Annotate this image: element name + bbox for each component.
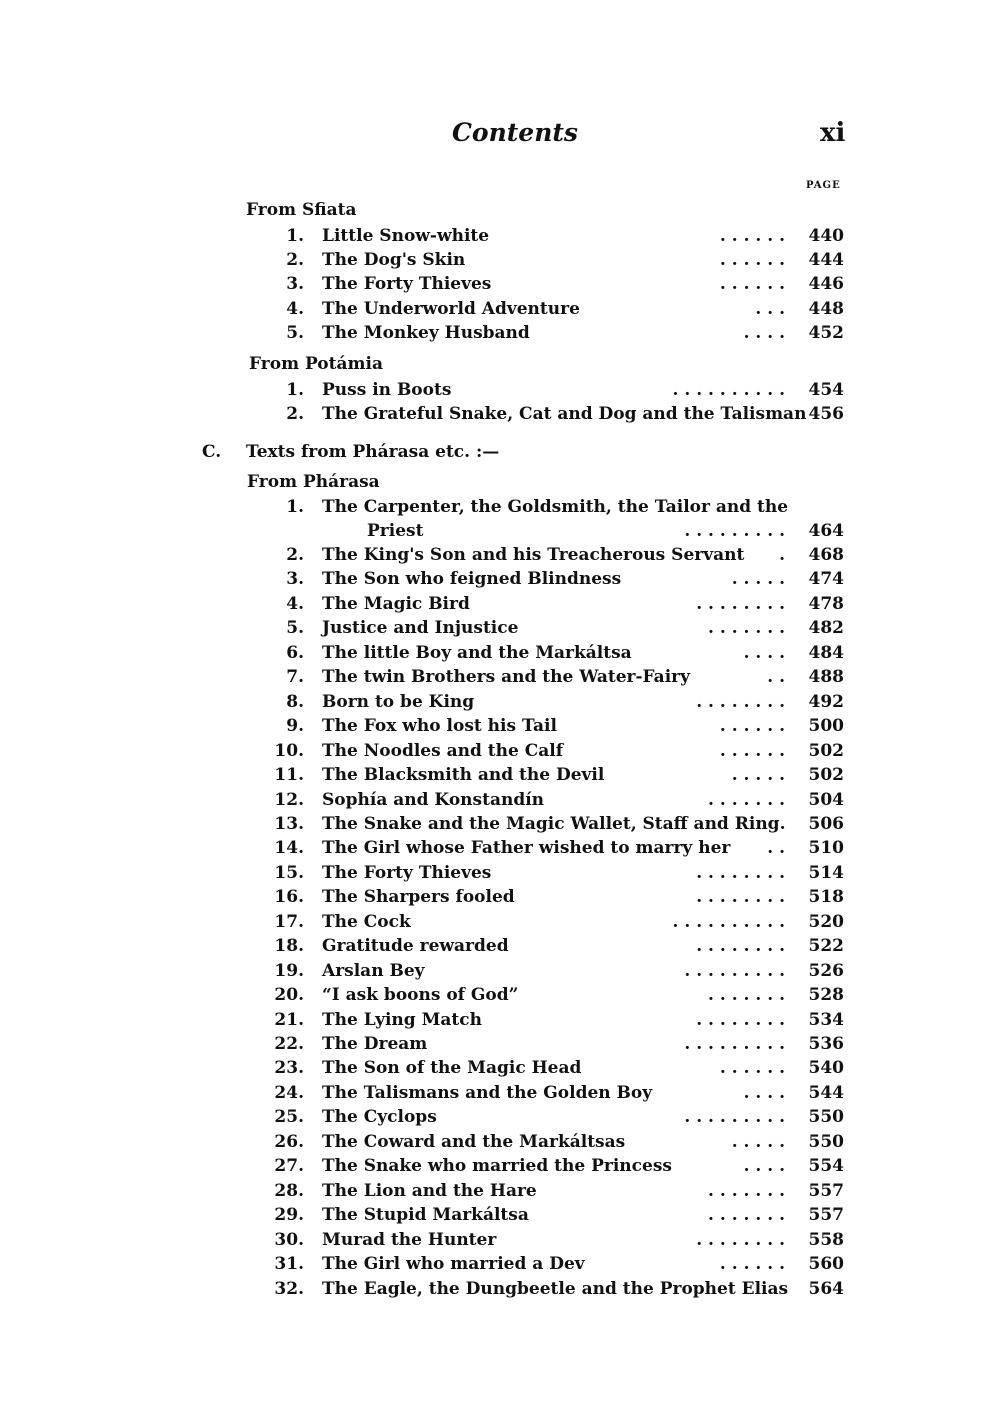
entry-page-number: 446 — [808, 274, 844, 294]
entry-title: Sophía and Konstandín — [322, 790, 545, 810]
entry-number: 14. — [274, 838, 304, 858]
leader-dots: . . . . . . . — [708, 1181, 785, 1201]
entry-number: 24. — [274, 1083, 304, 1103]
leader-dots: . . . . . . — [719, 741, 785, 761]
entry-number: 8. — [286, 692, 304, 712]
entry-title: The Cyclops — [322, 1107, 437, 1127]
entry-page-number: 554 — [808, 1156, 844, 1176]
entry-number: 16. — [274, 887, 304, 907]
entry-title: The Cock — [322, 912, 411, 932]
leader-dots: . . . . . . . . — [696, 594, 785, 614]
leader-dots: . . . . — [743, 643, 785, 663]
entry-number: 7. — [286, 667, 304, 687]
entry-title: Gratitude rewarded — [322, 936, 509, 956]
entry-number: 3. — [286, 274, 304, 294]
entry-page-number: 518 — [808, 887, 844, 907]
leader-dots: . . . . . . . . — [696, 936, 785, 956]
leader-dots: . . . . . — [731, 1132, 785, 1152]
roman-page-number: xi — [820, 118, 846, 148]
entry-number: 4. — [286, 299, 304, 319]
entry-title: The Talismans and the Golden Boy — [322, 1083, 653, 1103]
entry-page-number: 526 — [808, 961, 844, 981]
entry-number: 1. — [286, 226, 304, 246]
entry-page-number: 454 — [808, 380, 844, 400]
entry-page-number: 504 — [808, 790, 844, 810]
entry-title: The Dog's Skin — [322, 250, 466, 270]
entry-number: 31. — [274, 1254, 304, 1274]
entry-title: Puss in Boots — [322, 380, 452, 400]
entry-number: 3. — [286, 569, 304, 589]
entry-number: 5. — [286, 323, 304, 343]
entry-number: 18. — [274, 936, 304, 956]
entry-title: The Blacksmith and the Devil — [322, 765, 605, 785]
entry-title: Murad the Hunter — [322, 1230, 497, 1250]
leader-dots: . . . . . . — [719, 1058, 785, 1078]
entry-page-number: 474 — [808, 569, 844, 589]
entry-page-number: 452 — [808, 323, 844, 343]
leader-dots: . . . . . . — [719, 226, 785, 246]
entry-page-number: 502 — [808, 741, 844, 761]
entry-title: Arslan Bey — [322, 961, 425, 981]
entry-page-number: 456 — [808, 404, 844, 424]
entry-title: The Stupid Markáltsa — [322, 1205, 529, 1225]
entry-page-number: 502 — [808, 765, 844, 785]
leader-dots: . . — [767, 838, 785, 858]
entry-page-number: 534 — [808, 1010, 844, 1030]
entry-title: The Eagle, the Dungbeetle and the Prophet Elias — [322, 1279, 789, 1299]
entry-page-number: 550 — [808, 1132, 844, 1152]
leader-dots: . . . . . . . . — [696, 1010, 785, 1030]
leader-dots: . . . . . — [731, 765, 785, 785]
entry-number: 2. — [286, 404, 304, 424]
entry-title: The Monkey Husband — [322, 323, 530, 343]
leader-dots: . . . . — [743, 323, 785, 343]
entry-title: The Carpenter, the Goldsmith, the Tailor and the — [322, 497, 789, 517]
entry-title: The Lion and the Hare — [322, 1181, 537, 1201]
entry-number: 2. — [286, 545, 304, 565]
entry-title: The Girl who married a Dev — [322, 1254, 585, 1274]
entry-page-number: 560 — [808, 1254, 844, 1274]
entry-number: 21. — [274, 1010, 304, 1030]
entry-page-number: 522 — [808, 936, 844, 956]
entry-page-number: 544 — [808, 1083, 844, 1103]
leader-dots: . . . . . . . — [708, 985, 785, 1005]
entry-number: 11. — [274, 765, 304, 785]
entry-title: The little Boy and the Markáltsa — [322, 643, 632, 663]
entry-title: The twin Brothers and the Water-Fairy — [322, 667, 690, 687]
leader-dots: . — [779, 545, 785, 565]
leader-dots: . . . . . . . . — [696, 1230, 785, 1250]
group-heading: From Phárasa — [247, 472, 380, 492]
entry-page-number: 528 — [808, 985, 844, 1005]
entry-page-number: 482 — [808, 618, 844, 638]
entry-number: 26. — [274, 1132, 304, 1152]
entry-title: The Snake who married the Princess — [322, 1156, 672, 1176]
entry-page-number: 550 — [808, 1107, 844, 1127]
entry-number: 32. — [274, 1279, 304, 1299]
entry-page-number: 464 — [808, 521, 844, 541]
entry-number: 30. — [274, 1230, 304, 1250]
page-title: Contents — [452, 118, 579, 147]
entry-page-number: 448 — [808, 299, 844, 319]
entry-title: The Snake and the Magic Wallet, Staff and Ring. — [322, 814, 786, 834]
entry-page-number: 536 — [808, 1034, 844, 1054]
entry-title: The Fox who lost his Tail — [322, 716, 557, 736]
entry-page-number: 520 — [808, 912, 844, 932]
entry-number: 5. — [286, 618, 304, 638]
entry-page-number: 557 — [808, 1181, 844, 1201]
entry-title: The Forty Thieves — [322, 863, 492, 883]
entry-title: The Forty Thieves — [322, 274, 492, 294]
entry-page-number: 488 — [808, 667, 844, 687]
entry-title: The Sharpers fooled — [322, 887, 515, 907]
leader-dots: . . . . . — [731, 569, 785, 589]
entry-number: 27. — [274, 1156, 304, 1176]
entry-page-number: 557 — [808, 1205, 844, 1225]
entry-number: 23. — [274, 1058, 304, 1078]
entry-number: 1. — [286, 497, 304, 517]
entry-page-number: 444 — [808, 250, 844, 270]
entry-title: The Coward and the Markáltsas — [322, 1132, 626, 1152]
leader-dots: . . — [767, 667, 785, 687]
entry-number: 10. — [274, 741, 304, 761]
entry-title: The Underworld Adventure — [322, 299, 580, 319]
entry-number: 9. — [286, 716, 304, 736]
entry-number: 6. — [286, 643, 304, 663]
entry-page-number: 506 — [808, 814, 844, 834]
entry-number: 17. — [274, 912, 304, 932]
leader-dots: . . . . . . . . . . — [672, 380, 785, 400]
leader-dots: . . . . . . . . — [696, 692, 785, 712]
entry-number: 15. — [274, 863, 304, 883]
leader-dots: . . . . — [743, 1083, 785, 1103]
leader-dots: . . . . . . — [719, 250, 785, 270]
entry-page-number: 564 — [808, 1279, 844, 1299]
leader-dots: . . . . . . — [719, 1254, 785, 1274]
entry-number: 20. — [274, 985, 304, 1005]
leader-dots: . . . . . . . — [708, 618, 785, 638]
entry-title: The Lying Match — [322, 1010, 482, 1030]
leader-dots: . . . . — [743, 1156, 785, 1176]
entry-title: “I ask boons of God” — [322, 985, 519, 1005]
entry-title: Born to be King — [322, 692, 475, 712]
entry-page-number: 484 — [808, 643, 844, 663]
leader-dots: . . . . . . — [719, 274, 785, 294]
entry-number: 28. — [274, 1181, 304, 1201]
entry-title: The Noodles and the Calf — [322, 741, 564, 761]
entry-page-number: 558 — [808, 1230, 844, 1250]
entry-number: 1. — [286, 380, 304, 400]
entry-page-number: 540 — [808, 1058, 844, 1078]
entry-title: The Son who feigned Blindness — [322, 569, 622, 589]
group-heading: From Sfiata — [246, 200, 357, 220]
entry-title: The Grateful Snake, Cat and Dog and the Talisman — [322, 404, 807, 424]
leader-dots: . . . . . . . . — [696, 863, 785, 883]
entry-title: Little Snow-white — [322, 226, 490, 246]
entry-number: 19. — [274, 961, 304, 981]
entry-number: 4. — [286, 594, 304, 614]
entry-page-number: 492 — [808, 692, 844, 712]
entry-title-continued: Priest — [367, 521, 424, 541]
leader-dots: . . . . . . . — [708, 1205, 785, 1225]
entry-title: Justice and Injustice — [322, 618, 519, 638]
page-column-heading: PAGE — [806, 180, 841, 191]
entry-number: 2. — [286, 250, 304, 270]
entry-page-number: 500 — [808, 716, 844, 736]
leader-dots: . . . — [755, 299, 785, 319]
entry-number: 29. — [274, 1205, 304, 1225]
leader-dots: . . . . . . . . — [696, 887, 785, 907]
entry-page-number: 514 — [808, 863, 844, 883]
leader-dots: . . . . . . . . . — [684, 961, 785, 981]
entry-number: 12. — [274, 790, 304, 810]
leader-dots: . . . . . . . . . — [684, 1034, 785, 1054]
entry-number: 22. — [274, 1034, 304, 1054]
leader-dots: . . . . . . . . . — [684, 521, 785, 541]
leader-dots: . . . . . . — [719, 716, 785, 736]
group-heading: From Potámia — [249, 354, 383, 374]
section-letter: C. — [202, 442, 222, 462]
entry-number: 25. — [274, 1107, 304, 1127]
leader-dots: . . . . . . . . . — [684, 1107, 785, 1127]
entry-title: The Magic Bird — [322, 594, 470, 614]
entry-title: The Girl whose Father wished to marry her — [322, 838, 731, 858]
entry-page-number: 510 — [808, 838, 844, 858]
entry-title: The Dream — [322, 1034, 428, 1054]
entry-page-number: 468 — [808, 545, 844, 565]
leader-dots: . . . . . . . — [708, 790, 785, 810]
section-title: Texts from Phárasa etc. :— — [246, 442, 500, 462]
entry-title: The King's Son and his Treacherous Servant — [322, 545, 745, 565]
entry-title: The Son of the Magic Head — [322, 1058, 582, 1078]
leader-dots: . . . . . . . . . . — [672, 912, 785, 932]
entry-number: 13. — [274, 814, 304, 834]
entry-page-number: 478 — [808, 594, 844, 614]
entry-page-number: 440 — [808, 226, 844, 246]
